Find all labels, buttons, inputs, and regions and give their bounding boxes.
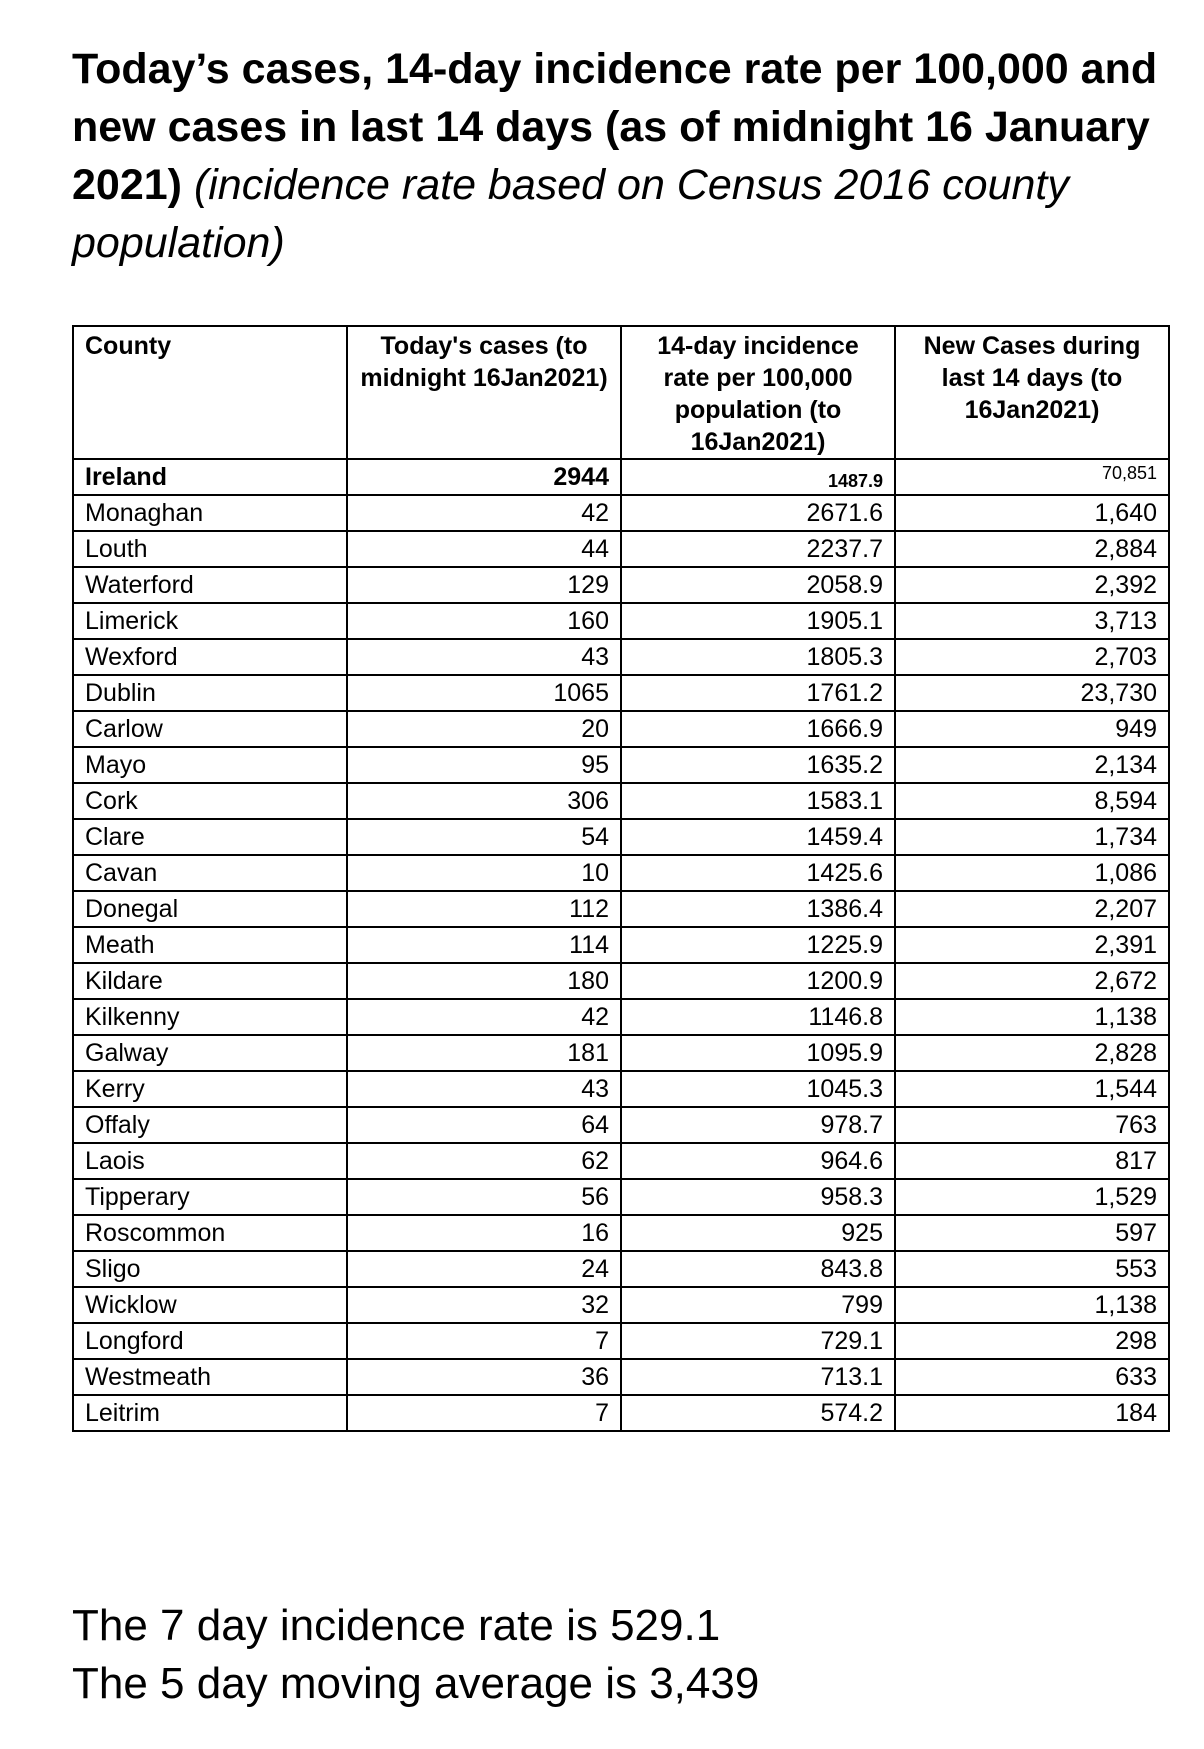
cell-incidence-rate: 799: [621, 1287, 895, 1323]
table-row: [73, 891, 1169, 927]
cell-incidence-rate: 1225.9: [621, 927, 895, 963]
cell-todays-cases: 56: [347, 1179, 621, 1215]
cell-todays-cases: 32: [347, 1287, 621, 1323]
cell-incidence-rate: 843.8: [621, 1251, 895, 1287]
cell-incidence-rate: 2671.6: [621, 495, 895, 531]
cell-county: Limerick: [73, 603, 347, 639]
cell-incidence-rate: 1200.9: [621, 963, 895, 999]
cell-incidence-rate: 1635.2: [621, 747, 895, 783]
cell-new-cases: 2,207: [895, 891, 1169, 927]
cell-new-cases: 2,703: [895, 639, 1169, 675]
cell-todays-cases: 44: [347, 531, 621, 567]
cell-county: Kildare: [73, 963, 347, 999]
summary-footer: [72, 1597, 759, 1713]
cell-county: Cork: [73, 783, 347, 819]
table-row: [73, 603, 1169, 639]
cell-county: Leitrim: [73, 1395, 347, 1431]
table-row: [73, 675, 1169, 711]
cell-todays-cases: 129: [347, 567, 621, 603]
table-row: [73, 963, 1169, 999]
cell-incidence-rate: 1459.4: [621, 819, 895, 855]
table-body: [73, 459, 1169, 1431]
table-row: [73, 1143, 1169, 1179]
table-row: [73, 711, 1169, 747]
cell-new-cases: 2,828: [895, 1035, 1169, 1071]
table-row: [73, 999, 1169, 1035]
table-row: [73, 1359, 1169, 1395]
cell-incidence-rate: 1761.2: [621, 675, 895, 711]
cell-todays-cases: 42: [347, 495, 621, 531]
cell-todays-cases: 64: [347, 1107, 621, 1143]
cell-new-cases: 184: [895, 1395, 1169, 1431]
total-rate: 1487.9: [621, 459, 895, 495]
table-row: [73, 1071, 1169, 1107]
cell-new-cases: 1,734: [895, 819, 1169, 855]
cell-new-cases: 949: [895, 711, 1169, 747]
cell-todays-cases: 181: [347, 1035, 621, 1071]
cell-todays-cases: 1065: [347, 675, 621, 711]
cell-new-cases: 553: [895, 1251, 1169, 1287]
cell-county: Cavan: [73, 855, 347, 891]
cell-todays-cases: 62: [347, 1143, 621, 1179]
cell-new-cases: 763: [895, 1107, 1169, 1143]
cases-table: [72, 325, 1170, 1432]
cell-incidence-rate: 1146.8: [621, 999, 895, 1035]
cell-county: Louth: [73, 531, 347, 567]
header-todays-cases: Today's cases (to midnight 16Jan2021): [347, 326, 621, 459]
five-day-average-text: The 5 day moving average is 3,439: [72, 1659, 760, 1708]
cell-county: Donegal: [73, 891, 347, 927]
cell-county: Wexford: [73, 639, 347, 675]
cell-new-cases: 2,391: [895, 927, 1169, 963]
table-header-row: [73, 326, 1169, 459]
cell-incidence-rate: 958.3: [621, 1179, 895, 1215]
total-county: Ireland: [73, 459, 347, 495]
table-row: [73, 927, 1169, 963]
cell-incidence-rate: 1583.1: [621, 783, 895, 819]
cell-todays-cases: 7: [347, 1323, 621, 1359]
cell-incidence-rate: 1095.9: [621, 1035, 895, 1071]
table-row: [73, 747, 1169, 783]
cell-new-cases: 817: [895, 1143, 1169, 1179]
title-note: (incidence rate based on Census 2016 county population): [72, 161, 1069, 267]
cell-county: Kerry: [73, 1071, 347, 1107]
cell-todays-cases: 114: [347, 927, 621, 963]
cell-county: Westmeath: [73, 1359, 347, 1395]
cell-todays-cases: 306: [347, 783, 621, 819]
cell-county: Waterford: [73, 567, 347, 603]
header-incidence-rate: 14-day incidence rate per 100,000 population (to 16Jan2021): [621, 326, 895, 459]
cell-new-cases: 3,713: [895, 603, 1169, 639]
table-row-total: [73, 459, 1169, 495]
table-row: [73, 567, 1169, 603]
cell-incidence-rate: 978.7: [621, 1107, 895, 1143]
cell-new-cases: 2,884: [895, 531, 1169, 567]
cell-new-cases: 1,544: [895, 1071, 1169, 1107]
table-row: [73, 1323, 1169, 1359]
cell-new-cases: 1,640: [895, 495, 1169, 531]
table-row: [73, 531, 1169, 567]
cell-new-cases: 23,730: [895, 675, 1169, 711]
cell-new-cases: 298: [895, 1323, 1169, 1359]
cell-todays-cases: 16: [347, 1215, 621, 1251]
cell-todays-cases: 36: [347, 1359, 621, 1395]
cell-todays-cases: 95: [347, 747, 621, 783]
table-row: [73, 1395, 1169, 1431]
cell-county: Offaly: [73, 1107, 347, 1143]
table-row: [73, 819, 1169, 855]
cell-county: Monaghan: [73, 495, 347, 531]
cell-todays-cases: 112: [347, 891, 621, 927]
cell-incidence-rate: 1805.3: [621, 639, 895, 675]
cell-incidence-rate: 1045.3: [621, 1071, 895, 1107]
cell-new-cases: 633: [895, 1359, 1169, 1395]
cell-new-cases: 597: [895, 1215, 1169, 1251]
cell-new-cases: 2,672: [895, 963, 1169, 999]
cell-county: Sligo: [73, 1251, 347, 1287]
total-new-cases: 70,851: [895, 459, 1169, 495]
cell-county: Dublin: [73, 675, 347, 711]
total-cases: 2944: [347, 459, 621, 495]
cell-todays-cases: 7: [347, 1395, 621, 1431]
cell-incidence-rate: 729.1: [621, 1323, 895, 1359]
cell-incidence-rate: 925: [621, 1215, 895, 1251]
cell-county: Kilkenny: [73, 999, 347, 1035]
cell-county: Carlow: [73, 711, 347, 747]
cell-county: Laois: [73, 1143, 347, 1179]
table-row: [73, 1179, 1169, 1215]
table-row: [73, 495, 1169, 531]
seven-day-rate-text: The 7 day incidence rate is 529.1: [72, 1601, 721, 1650]
cell-todays-cases: 180: [347, 963, 621, 999]
cell-todays-cases: 10: [347, 855, 621, 891]
cell-new-cases: 1,529: [895, 1179, 1169, 1215]
title-main: Today’s cases, 14-day incidence rate per 100,000 and new cases in last 14 days (as of midnight 16 January 2021): [72, 45, 1158, 209]
cell-new-cases: 8,594: [895, 783, 1169, 819]
header-county: County: [73, 326, 347, 459]
cell-county: Galway: [73, 1035, 347, 1071]
cell-incidence-rate: 2237.7: [621, 531, 895, 567]
table-row: [73, 1107, 1169, 1143]
cell-incidence-rate: 713.1: [621, 1359, 895, 1395]
cell-incidence-rate: 1386.4: [621, 891, 895, 927]
cell-todays-cases: 43: [347, 639, 621, 675]
cell-todays-cases: 24: [347, 1251, 621, 1287]
cell-county: Longford: [73, 1323, 347, 1359]
cell-incidence-rate: 1905.1: [621, 603, 895, 639]
cell-county: Roscommon: [73, 1215, 347, 1251]
cell-new-cases: 2,392: [895, 567, 1169, 603]
cell-incidence-rate: 964.6: [621, 1143, 895, 1179]
cell-incidence-rate: 574.2: [621, 1395, 895, 1431]
table-row: [73, 639, 1169, 675]
cell-new-cases: 1,086: [895, 855, 1169, 891]
table-row: [73, 855, 1169, 891]
cell-incidence-rate: 2058.9: [621, 567, 895, 603]
cell-todays-cases: 54: [347, 819, 621, 855]
table-row: [73, 1287, 1169, 1323]
cell-todays-cases: 43: [347, 1071, 621, 1107]
cell-todays-cases: 42: [347, 999, 621, 1035]
cell-incidence-rate: 1666.9: [621, 711, 895, 747]
cell-county: Tipperary: [73, 1179, 347, 1215]
cell-county: Mayo: [73, 747, 347, 783]
header-new-cases: New Cases during last 14 days (to 16Jan2021): [895, 326, 1169, 459]
cell-incidence-rate: 1425.6: [621, 855, 895, 891]
page-title: [72, 40, 1172, 272]
table-row: [73, 1251, 1169, 1287]
cell-new-cases: 2,134: [895, 747, 1169, 783]
cell-todays-cases: 20: [347, 711, 621, 747]
table-row: [73, 1215, 1169, 1251]
cell-county: Clare: [73, 819, 347, 855]
cell-new-cases: 1,138: [895, 999, 1169, 1035]
cell-county: Wicklow: [73, 1287, 347, 1323]
cell-todays-cases: 160: [347, 603, 621, 639]
cell-county: Meath: [73, 927, 347, 963]
table-row: [73, 783, 1169, 819]
table-row: [73, 1035, 1169, 1071]
cell-new-cases: 1,138: [895, 1287, 1169, 1323]
